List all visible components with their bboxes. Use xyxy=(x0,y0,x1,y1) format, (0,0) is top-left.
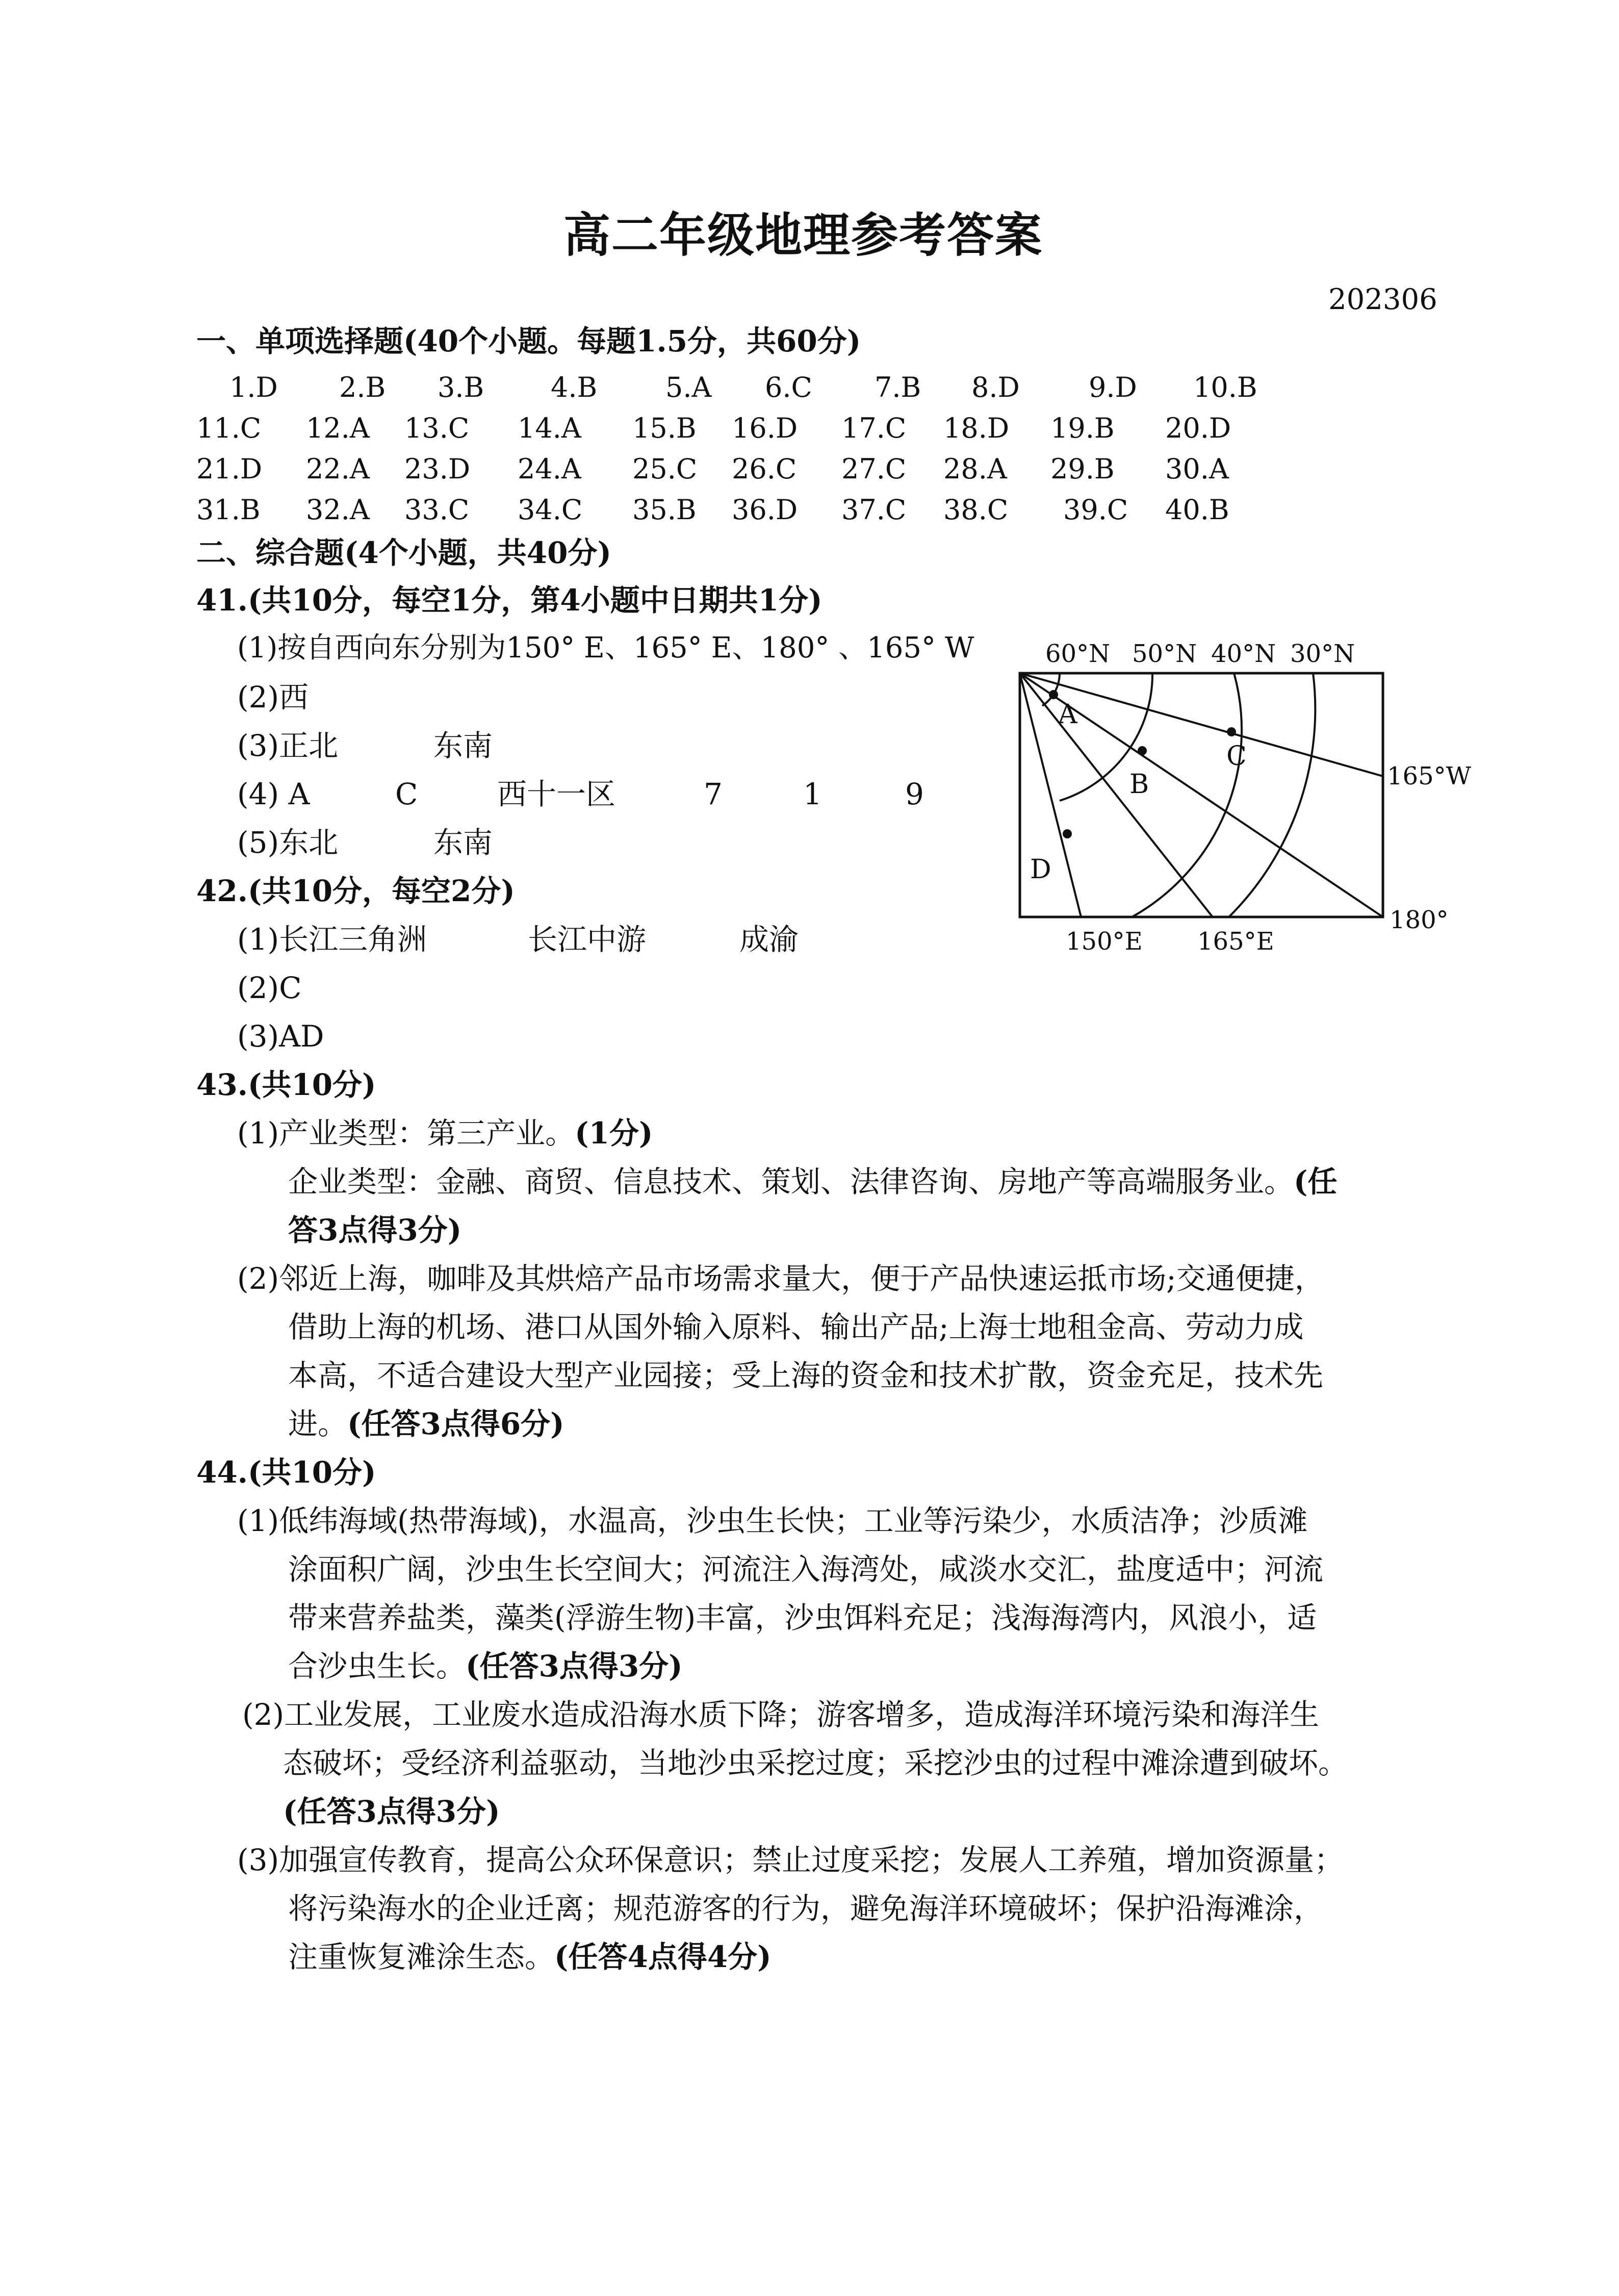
section1-heading: 一、单项选择题(40个小题。每题1.5分，共60分) xyxy=(196,324,861,359)
q43-answer-2-line3: 本高，不适合建设大型产业园接；受上海的资金和技术扩散，资金充足，技术先 xyxy=(288,1358,1324,1393)
lat-label-30n: 30°N xyxy=(1290,640,1355,668)
q43-answer-2-score: (任答3点得6分) xyxy=(347,1407,564,1441)
q44-answer-1-score: (任答3点得3分) xyxy=(466,1649,683,1683)
exam-code: 202306 xyxy=(1328,283,1437,316)
mc-answer: 5.A xyxy=(665,371,712,403)
q42-answer-3: (3)AD xyxy=(237,1019,324,1054)
q44-heading: 44.(共10分) xyxy=(196,1455,376,1490)
point-d-label: D xyxy=(1030,854,1051,885)
mc-answer: 25.C xyxy=(632,453,698,485)
q43-answer-1-line2 xyxy=(288,1164,1338,1199)
q43-answer-1 xyxy=(237,1116,653,1151)
mc-answer: 13.C xyxy=(404,412,470,444)
q44-answer-2-line2: 态破坏；受经济利益驱动，当地沙虫采挖过度；采挖沙虫的过程中滩涂遭到破坏。 xyxy=(283,1746,1348,1780)
point-b-label: B xyxy=(1129,769,1149,800)
q41-answer-3b: 东南 xyxy=(433,728,493,763)
q43-answer-1-text: (1)产业类型：第三产业。 xyxy=(237,1116,575,1151)
mc-answer: 30.A xyxy=(1165,453,1229,485)
lon-label-150e: 150°E xyxy=(1066,927,1143,956)
section2-heading: 二、综合题(4个小题，共40分) xyxy=(196,535,611,570)
q44-answer-3-line3 xyxy=(288,1942,772,1972)
mc-answer: 21.D xyxy=(196,453,263,485)
mc-answer: 1.D xyxy=(229,371,278,403)
mc-answer: 33.C xyxy=(404,494,470,526)
lon-label-165e: 165°E xyxy=(1197,927,1274,956)
q41-answer-4c: 西十一区 xyxy=(497,777,616,811)
q43-answer-1-score: (1分) xyxy=(575,1116,653,1151)
page-title: 高二年级地理参考答案 xyxy=(563,208,1043,263)
q41-answer-4d: 7 xyxy=(704,777,723,811)
q41-answer-4f: 9 xyxy=(905,777,924,811)
point-b-marker xyxy=(1138,746,1147,755)
mc-answer: 7.B xyxy=(875,371,921,403)
mc-answer: 40.B xyxy=(1165,494,1229,526)
mc-answer: 38.C xyxy=(943,494,1009,526)
mc-answer: 11.C xyxy=(196,412,262,444)
q44-answer-3-line2: 将污染海水的企业迁离；规范游客的行为，避免海洋环境破坏；保护沿海滩涂， xyxy=(288,1891,1324,1926)
q42-answer-1c: 成渝 xyxy=(739,922,799,957)
point-c-marker xyxy=(1227,727,1236,736)
mc-answer: 18.D xyxy=(943,412,1010,444)
q44-answer-1-line1: (1)低纬海域(热带海域)，水温高，沙虫生长快；工业等污染少，水质洁净；沙质滩 xyxy=(237,1503,1308,1538)
mc-answer: 4.B xyxy=(551,371,598,403)
q43-enterprise-text: 企业类型：金融、商贸、信息技术、策划、法律咨询、房地产等高端服务业。 xyxy=(288,1164,1294,1199)
lat-label-40n: 40°N xyxy=(1211,640,1276,668)
mc-answer: 27.C xyxy=(841,453,907,485)
mc-answer: 35.B xyxy=(632,494,697,526)
q43-heading: 43.(共10分) xyxy=(196,1067,376,1102)
q41-answer-4a: (4) A xyxy=(237,777,310,811)
point-d-marker xyxy=(1063,829,1072,838)
q44-answer-3-score: (任答4点得4分) xyxy=(554,1940,772,1974)
q43-enterprise-score-a: (任 xyxy=(1294,1164,1338,1199)
lat-label-60n: 60°N xyxy=(1045,640,1111,668)
q43-answer-2-line4 xyxy=(288,1409,564,1439)
mc-answer: 32.A xyxy=(306,494,370,526)
mc-answer: 9.D xyxy=(1089,371,1137,403)
mc-answer: 28.A xyxy=(943,453,1007,485)
q41-answer-5b: 东南 xyxy=(433,825,493,860)
mc-answer: 22.A xyxy=(306,453,370,485)
mc-answer: 2.B xyxy=(339,371,386,403)
mc-answer: 3.B xyxy=(438,371,484,403)
mc-answer: 37.C xyxy=(841,494,907,526)
q44-answer-1-line4 xyxy=(288,1651,683,1681)
q44-answer-1-tail: 合沙虫生长。 xyxy=(288,1649,466,1683)
q42-answer-1a: (1)长江三角洲 xyxy=(237,922,427,957)
mc-answer: 14.A xyxy=(518,412,581,444)
point-a-label: A xyxy=(1058,699,1077,730)
point-c-label: C xyxy=(1226,741,1247,772)
mc-answer: 8.D xyxy=(971,371,1020,403)
q42-answer-2: (2)C xyxy=(237,971,302,1005)
q43-answer-2-line1: (2)邻近上海，咖啡及其烘焙产品市场需求量大，便于产品快速运抵市场;交通便捷， xyxy=(237,1261,1324,1296)
mc-answer: 34.C xyxy=(518,494,583,526)
q44-answer-1-line3: 带来营养盐类，藻类(浮游生物)丰富，沙虫饵料充足；浅海海湾内，风浪小，适 xyxy=(288,1600,1317,1635)
q43-answer-2-line2: 借助上海的机场、港口从国外输入原料、输出产品;上海士地租金高、劳动力成 xyxy=(288,1310,1304,1344)
q41-answer-4e: 1 xyxy=(803,777,822,811)
mc-answer: 23.D xyxy=(404,453,471,485)
q42-answer-1b: 长江中游 xyxy=(528,922,647,957)
graticule-map xyxy=(1015,632,1484,959)
q44-answer-3-tail: 注重恢复滩涂生态。 xyxy=(288,1940,555,1974)
q41-answer-1: (1)按自西向东分别为150° E、165° E、180° 、165° W xyxy=(237,631,974,665)
mc-answer: 17.C xyxy=(841,412,907,444)
mc-answer: 10.B xyxy=(1193,371,1257,403)
mc-answer: 12.A xyxy=(306,412,370,444)
q44-answer-3-line1: (3)加强宣传教育，提高公众环保意识；禁止过度采挖；发展人工养殖，增加资源量； xyxy=(237,1843,1344,1877)
mc-answer: 16.D xyxy=(732,412,798,444)
q44-answer-2-score: (任答3点得3分) xyxy=(283,1794,500,1829)
q41-answer-2: (2)西 xyxy=(237,680,309,715)
q43-enterprise-score-b: 答3点得3分) xyxy=(288,1213,462,1247)
q42-heading: 42.(共10分，每空2分) xyxy=(196,874,515,908)
q44-answer-1-line2: 涂面积广阔，沙虫生长空间大；河流注入海湾处，咸淡水交汇，盐度适中；河流 xyxy=(288,1552,1324,1587)
mc-answer: 6.C xyxy=(765,371,812,403)
point-a-marker xyxy=(1049,690,1058,699)
mc-answer: 36.D xyxy=(732,494,798,526)
lat-label-50n: 50°N xyxy=(1132,640,1197,668)
q41-answer-3a: (3)正北 xyxy=(237,728,339,763)
mc-answer: 26.C xyxy=(732,453,797,485)
mc-answer: 15.B xyxy=(632,412,697,444)
q41-heading: 41.(共10分，每空1分，第4小题中日期共1分) xyxy=(196,583,823,618)
lat-line-30n xyxy=(1229,673,1315,917)
q41-answer-5a: (5)东北 xyxy=(237,825,339,860)
lon-label-180: 180° xyxy=(1390,906,1449,934)
q44-answer-2-line1: (2)工业发展，工业废水造成沿海水质下降；游客增多，造成海洋环境污染和海洋生 xyxy=(242,1697,1320,1732)
mc-answer: 29.B xyxy=(1050,453,1115,485)
mc-answer: 31.B xyxy=(196,494,261,526)
lon-label-165w: 165°W xyxy=(1387,762,1471,790)
mc-answer: 39.C xyxy=(1063,494,1128,526)
q43-answer-2-tail: 进。 xyxy=(288,1407,348,1441)
mc-answer: 24.A xyxy=(518,453,581,485)
q41-answer-4b: C xyxy=(395,777,418,811)
mc-answer: 19.B xyxy=(1050,412,1115,444)
mc-answer: 20.D xyxy=(1165,412,1231,444)
